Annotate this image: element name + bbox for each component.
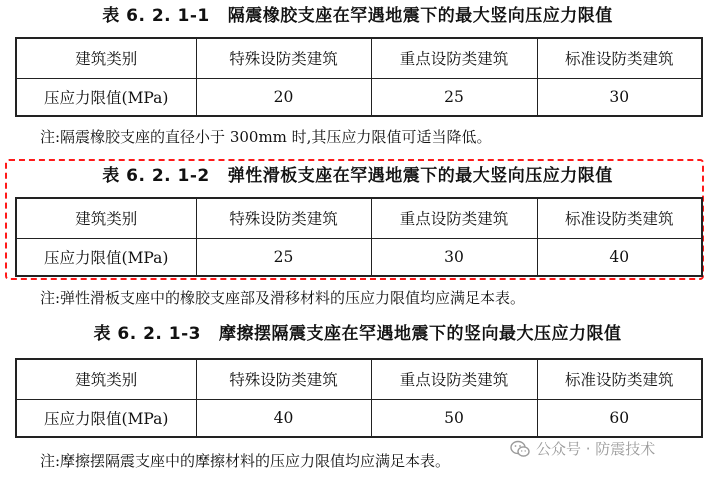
table-number: 表 6. 2. 1-2 (102, 166, 210, 186)
row-label: 压应力限值(MPa) (16, 399, 196, 437)
header-cell: 重点设防类建筑 (371, 38, 537, 78)
value-cell: 40 (196, 399, 371, 437)
header-cell: 标准设防类建筑 (537, 359, 702, 399)
header-cell: 重点设防类建筑 (371, 198, 537, 238)
value-cell: 40 (537, 238, 702, 276)
table-header-row (16, 359, 702, 399)
table-row (16, 399, 702, 437)
value-cell: 60 (537, 399, 702, 437)
header-cell: 建筑类别 (16, 359, 196, 399)
stress-limit-table-1 (15, 37, 703, 117)
table-number: 表 6. 2. 1-1 (102, 6, 210, 26)
value-cell: 25 (196, 238, 371, 276)
row-label: 压应力限值(MPa) (16, 238, 196, 276)
wechat-icon (510, 440, 530, 458)
row-label: 压应力限值(MPa) (16, 78, 196, 116)
value-cell: 30 (371, 238, 537, 276)
stress-limit-table-3 (15, 358, 703, 438)
table-note-3: 注:摩擦摆隔震支座中的摩擦材料的压应力限值均应满足本表。 (40, 452, 451, 470)
header-cell: 重点设防类建筑 (371, 359, 537, 399)
table-row (16, 78, 702, 116)
watermark (510, 438, 655, 459)
stress-limit-table-2 (15, 197, 703, 277)
table-title: 摩擦摆隔震支座在罕遇地震下的竖向最大压应力限值 (219, 324, 622, 344)
header-cell: 建筑类别 (16, 38, 196, 78)
table-title: 弹性滑板支座在罕遇地震下的最大竖向压应力限值 (227, 166, 613, 186)
watermark-text: 公众号 · 防震技术 (536, 440, 656, 458)
table-caption-3 (0, 323, 715, 345)
table-note-2: 注:弹性滑板支座中的橡胶支座部及滑移材料的压应力限值均应满足本表。 (40, 289, 526, 307)
table-header-row (16, 38, 702, 78)
header-cell: 特殊设防类建筑 (196, 38, 371, 78)
value-cell: 20 (196, 78, 371, 116)
table-row (16, 238, 702, 276)
table-title: 隔震橡胶支座在罕遇地震下的最大竖向压应力限值 (227, 6, 613, 26)
header-cell: 标准设防类建筑 (537, 198, 702, 238)
table-caption-1 (0, 5, 715, 27)
value-cell: 30 (537, 78, 702, 116)
table-caption-2 (0, 165, 715, 187)
header-cell: 特殊设防类建筑 (196, 198, 371, 238)
header-cell: 特殊设防类建筑 (196, 359, 371, 399)
header-cell: 建筑类别 (16, 198, 196, 238)
table-note-1: 注:隔震橡胶支座的直径小于 300mm 时,其压应力限值可适当降低。 (40, 128, 492, 146)
value-cell: 50 (371, 399, 537, 437)
table-number: 表 6. 2. 1-3 (93, 324, 202, 344)
value-cell: 25 (371, 78, 537, 116)
header-cell: 标准设防类建筑 (537, 38, 702, 78)
table-header-row (16, 198, 702, 238)
